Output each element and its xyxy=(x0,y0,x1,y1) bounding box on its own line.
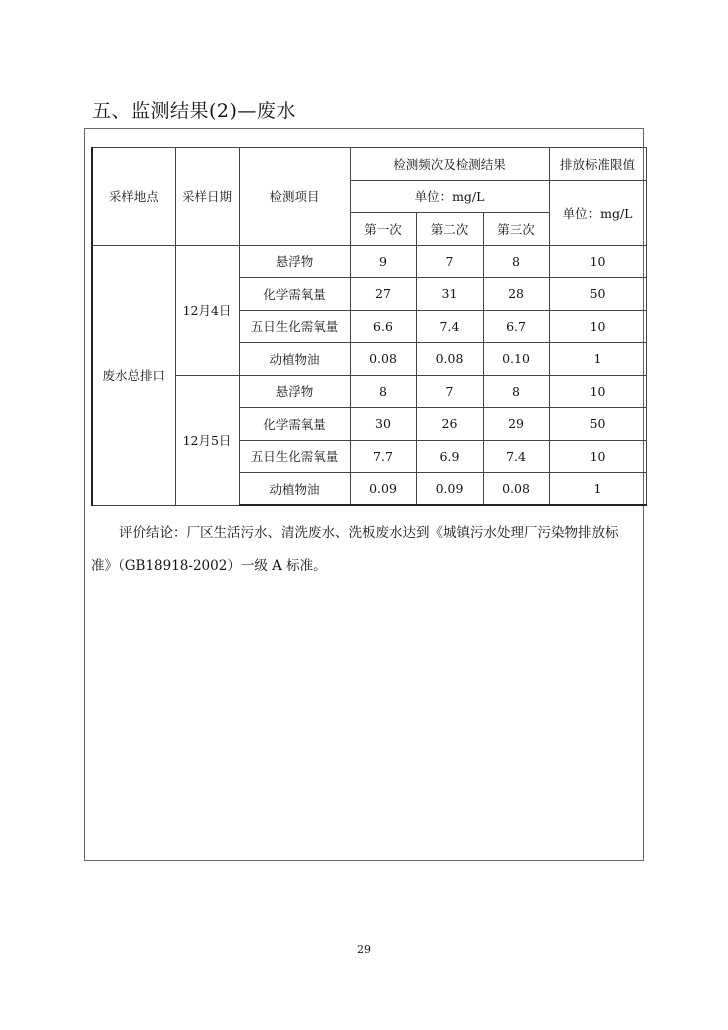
header-limit-group: 排放标准限值 xyxy=(549,148,646,181)
cell-value-1: 27 xyxy=(350,278,416,311)
cell-value-3: 8 xyxy=(483,245,549,278)
cell-date: 12月4日 xyxy=(175,245,239,375)
cell-value-2: 7 xyxy=(416,375,483,408)
cell-limit: 10 xyxy=(549,440,646,473)
cell-value-1: 0.09 xyxy=(350,473,416,506)
cell-item: 动植物油 xyxy=(239,343,350,376)
cell-value-2: 26 xyxy=(416,408,483,441)
wastewater-results-table xyxy=(91,147,647,506)
cell-item: 化学需氧量 xyxy=(239,408,350,441)
header-date: 采样日期 xyxy=(175,148,239,246)
cell-value-1: 8 xyxy=(350,375,416,408)
header-site: 采样地点 xyxy=(92,148,175,246)
cell-value-1: 30 xyxy=(350,408,416,441)
cell-value-1: 6.6 xyxy=(350,310,416,343)
cell-limit: 50 xyxy=(549,278,646,311)
cell-limit: 10 xyxy=(549,375,646,408)
header-first: 第一次 xyxy=(350,213,416,246)
cell-value-3: 7.4 xyxy=(483,440,549,473)
cell-value-3: 0.10 xyxy=(483,343,549,376)
cell-value-3: 0.08 xyxy=(483,473,549,506)
header-item: 检测项目 xyxy=(239,148,350,246)
cell-item: 五日生化需氧量 xyxy=(239,310,350,343)
header-unit-limit: 单位：mg/L xyxy=(549,180,646,245)
cell-limit: 1 xyxy=(549,473,646,506)
cell-value-1: 0.08 xyxy=(350,343,416,376)
header-row-1 xyxy=(92,148,646,181)
report-frame xyxy=(84,128,644,861)
cell-limit: 10 xyxy=(549,310,646,343)
cell-value-2: 6.9 xyxy=(416,440,483,473)
cell-limit: 50 xyxy=(549,408,646,441)
header-unit-results: 单位：mg/L xyxy=(350,180,549,213)
table-row xyxy=(92,375,646,408)
cell-value-2: 31 xyxy=(416,278,483,311)
cell-site: 废水总排口 xyxy=(92,245,175,505)
page-number: 29 xyxy=(357,943,371,956)
header-frequency-group: 检测频次及检测结果 xyxy=(350,148,549,181)
cell-item: 悬浮物 xyxy=(239,375,350,408)
cell-item: 五日生化需氧量 xyxy=(239,440,350,473)
cell-value-2: 7.4 xyxy=(416,310,483,343)
cell-value-2: 7 xyxy=(416,245,483,278)
cell-value-3: 29 xyxy=(483,408,549,441)
cell-value-3: 8 xyxy=(483,375,549,408)
section-heading: 五、监测结果(2)—废水 xyxy=(92,100,296,122)
cell-limit: 10 xyxy=(549,245,646,278)
evaluation-conclusion: 评价结论：厂区生活污水、清洗废水、洗板废水达到《城镇污水处理厂污染物排放标准》（GB18918-2002）一级 A 标准。 xyxy=(91,525,619,574)
cell-value-1: 7.7 xyxy=(350,440,416,473)
cell-date: 12月5日 xyxy=(175,375,239,505)
cell-value-2: 0.08 xyxy=(416,343,483,376)
cell-value-3: 28 xyxy=(483,278,549,311)
table-row xyxy=(92,245,646,278)
header-second: 第二次 xyxy=(416,213,483,246)
cell-limit: 1 xyxy=(549,343,646,376)
cell-value-1: 9 xyxy=(350,245,416,278)
header-third: 第三次 xyxy=(483,213,549,246)
cell-value-2: 0.09 xyxy=(416,473,483,506)
cell-item: 悬浮物 xyxy=(239,245,350,278)
cell-value-3: 6.7 xyxy=(483,310,549,343)
cell-item: 动植物油 xyxy=(239,473,350,506)
cell-item: 化学需氧量 xyxy=(239,278,350,311)
